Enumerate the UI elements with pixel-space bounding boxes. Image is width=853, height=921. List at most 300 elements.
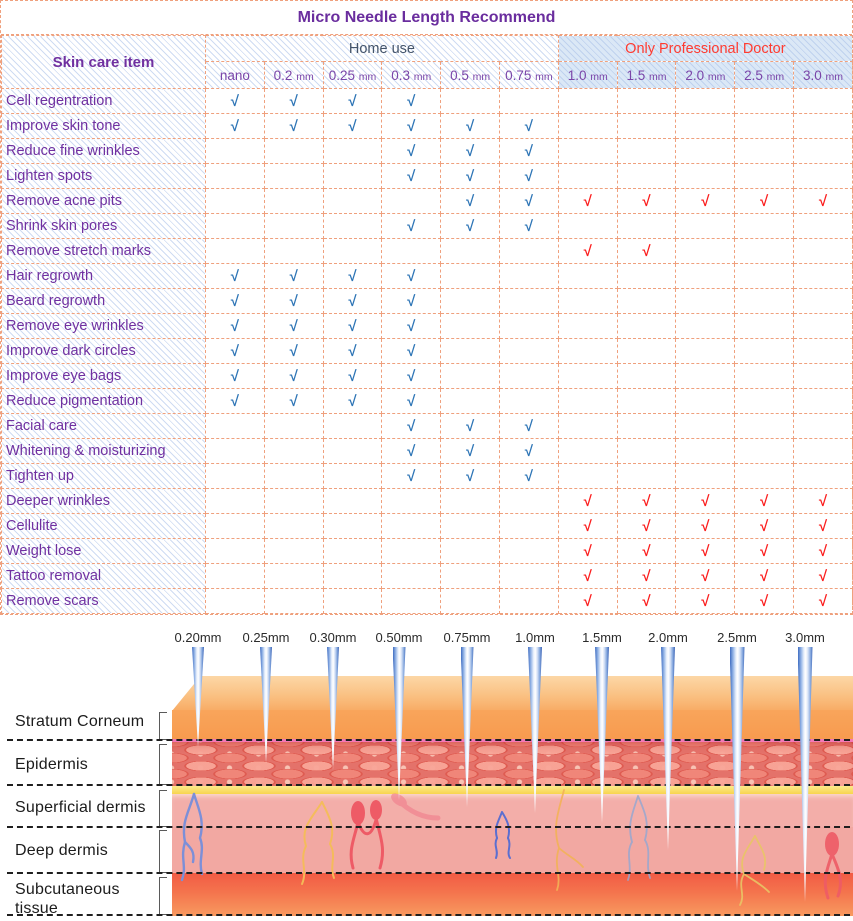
empty-cell [617, 414, 676, 439]
checkmark-cell: √ [617, 239, 676, 264]
empty-cell [323, 564, 382, 589]
checkmark-cell: √ [499, 464, 558, 489]
empty-cell [323, 414, 382, 439]
checkmark-cell: √ [323, 114, 382, 139]
checkmark-cell: √ [382, 439, 441, 464]
checkmark-cell: √ [264, 364, 323, 389]
column-header-0-3: 0.3 mm [382, 62, 441, 89]
empty-cell [382, 239, 441, 264]
empty-cell [676, 339, 735, 364]
empty-cell [499, 564, 558, 589]
empty-cell [206, 164, 265, 189]
empty-cell [499, 539, 558, 564]
checkmark-cell: √ [676, 539, 735, 564]
empty-cell [735, 389, 794, 414]
empty-cell [323, 514, 382, 539]
empty-cell [794, 239, 853, 264]
checkmark-cell: √ [441, 214, 500, 239]
empty-cell [499, 239, 558, 264]
checkmark-cell: √ [794, 514, 853, 539]
skin-care-item-label: Reduce pigmentation [2, 389, 206, 414]
needle-length-label: 0.75mm [443, 630, 491, 645]
checkmark-cell: √ [794, 189, 853, 214]
checkmark-cell: √ [441, 414, 500, 439]
table-row [2, 314, 853, 339]
empty-cell [794, 314, 853, 339]
skin-care-item-label: Cellulite [2, 514, 206, 539]
table-row [2, 239, 853, 264]
empty-cell [676, 439, 735, 464]
checkmark-cell: √ [323, 289, 382, 314]
empty-cell [735, 214, 794, 239]
skin-care-item-label: Deeper wrinkles [2, 489, 206, 514]
layer-label-superficial-dermis: Superficial dermis [15, 799, 146, 816]
empty-cell [558, 214, 617, 239]
skin-care-item-label: Reduce fine wrinkles [2, 139, 206, 164]
column-header-0-75: 0.75 mm [499, 62, 558, 89]
empty-cell [676, 364, 735, 389]
checkmark-cell: √ [206, 89, 265, 114]
empty-cell [382, 514, 441, 539]
skin-care-item-label: Beard regrowth [2, 289, 206, 314]
layer-label-deep-dermis: Deep dermis [15, 842, 108, 859]
checkmark-cell: √ [206, 314, 265, 339]
empty-cell [794, 364, 853, 389]
empty-cell [323, 164, 382, 189]
empty-cell [794, 464, 853, 489]
empty-cell [735, 264, 794, 289]
empty-cell [206, 439, 265, 464]
empty-cell [441, 314, 500, 339]
empty-cell [735, 164, 794, 189]
empty-cell [617, 264, 676, 289]
empty-cell [794, 389, 853, 414]
empty-cell [206, 239, 265, 264]
empty-cell [441, 289, 500, 314]
empty-cell [264, 439, 323, 464]
empty-cell [499, 264, 558, 289]
checkmark-cell: √ [323, 389, 382, 414]
empty-cell [676, 414, 735, 439]
empty-cell [206, 564, 265, 589]
empty-cell [617, 314, 676, 339]
checkmark-cell: √ [382, 164, 441, 189]
empty-cell [323, 539, 382, 564]
needle-length-label: 0.30mm [309, 630, 357, 645]
empty-cell [558, 389, 617, 414]
empty-cell [794, 139, 853, 164]
table-row [2, 414, 853, 439]
checkmark-cell: √ [264, 389, 323, 414]
empty-cell [794, 114, 853, 139]
empty-cell [676, 139, 735, 164]
table-row [2, 589, 853, 614]
checkmark-cell: √ [676, 189, 735, 214]
needle-length-label: 1.0mm [515, 630, 555, 645]
empty-cell [735, 89, 794, 114]
skin-block-top-face [172, 676, 853, 711]
empty-cell [206, 189, 265, 214]
checkmark-cell: √ [499, 189, 558, 214]
checkmark-cell: √ [794, 589, 853, 614]
empty-cell [441, 564, 500, 589]
table-row [2, 439, 853, 464]
empty-cell [499, 589, 558, 614]
checkmark-cell: √ [676, 564, 735, 589]
table-row [2, 214, 853, 239]
layer-boundary-line [7, 872, 850, 874]
skin-care-item-label: Hair regrowth [2, 264, 206, 289]
checkmark-cell: √ [441, 114, 500, 139]
empty-cell [499, 89, 558, 114]
checkmark-cell: √ [499, 214, 558, 239]
column-header-0-25: 0.25 mm [323, 62, 382, 89]
empty-cell [264, 489, 323, 514]
needle-length-label: 2.5mm [717, 630, 757, 645]
checkmark-cell: √ [264, 264, 323, 289]
empty-cell [676, 214, 735, 239]
red-streak-vessel [389, 791, 438, 818]
epidermis-layer [172, 741, 853, 786]
table-row [2, 289, 853, 314]
checkmark-cell: √ [735, 589, 794, 614]
checkmark-cell: √ [206, 339, 265, 364]
empty-cell [735, 239, 794, 264]
needle-length-table [1, 35, 853, 614]
empty-cell [323, 489, 382, 514]
column-header-0-2: 0.2 mm [264, 62, 323, 89]
checkmark-cell: √ [676, 589, 735, 614]
skin-care-item-header: Skin care item [2, 36, 206, 89]
empty-cell [441, 539, 500, 564]
empty-cell [206, 589, 265, 614]
empty-cell [735, 439, 794, 464]
checkmark-cell: √ [382, 214, 441, 239]
skin-care-item-label: Remove scars [2, 589, 206, 614]
empty-cell [617, 389, 676, 414]
empty-cell [382, 564, 441, 589]
empty-cell [676, 264, 735, 289]
checkmark-cell: √ [558, 539, 617, 564]
empty-cell [499, 489, 558, 514]
empty-cell [323, 214, 382, 239]
empty-cell [676, 89, 735, 114]
empty-cell [558, 364, 617, 389]
empty-cell [323, 464, 382, 489]
checkmark-cell: √ [382, 139, 441, 164]
checkmark-cell: √ [558, 514, 617, 539]
needle-length-label: 0.25mm [242, 630, 290, 645]
column-header-2-5: 2.5 mm [735, 62, 794, 89]
checkmark-cell: √ [441, 189, 500, 214]
small-blue-vessel [496, 812, 510, 858]
layer-boundary-line [7, 826, 850, 828]
empty-cell [617, 439, 676, 464]
checkmark-cell: √ [264, 89, 323, 114]
checkmark-cell: √ [558, 189, 617, 214]
empty-cell [558, 264, 617, 289]
empty-cell [441, 264, 500, 289]
empty-cell [382, 189, 441, 214]
empty-cell [735, 114, 794, 139]
checkmark-cell: √ [382, 114, 441, 139]
layer-boundary-line [7, 739, 850, 741]
empty-cell [735, 314, 794, 339]
layer-bracket [159, 712, 167, 740]
empty-cell [794, 164, 853, 189]
checkmark-cell: √ [499, 114, 558, 139]
checkmark-cell: √ [735, 539, 794, 564]
empty-cell [441, 489, 500, 514]
empty-cell [794, 264, 853, 289]
checkmark-cell: √ [206, 289, 265, 314]
empty-cell [499, 314, 558, 339]
checkmark-cell: √ [382, 364, 441, 389]
checkmark-cell: √ [441, 139, 500, 164]
skin-care-item-label: Shrink skin pores [2, 214, 206, 239]
empty-cell [206, 539, 265, 564]
checkmark-cell: √ [735, 564, 794, 589]
empty-cell [499, 389, 558, 414]
checkmark-cell: √ [617, 539, 676, 564]
empty-cell [264, 539, 323, 564]
checkmark-cell: √ [441, 439, 500, 464]
empty-cell [558, 314, 617, 339]
empty-cell [206, 139, 265, 164]
table-row [2, 539, 853, 564]
empty-cell [441, 89, 500, 114]
empty-cell [264, 564, 323, 589]
column-header-1-0: 1.0 mm [558, 62, 617, 89]
professional-doctor-group-header: Only Professional Doctor [558, 36, 852, 62]
empty-cell [676, 314, 735, 339]
empty-cell [617, 339, 676, 364]
empty-cell [264, 164, 323, 189]
checkmark-cell: √ [735, 514, 794, 539]
skin-care-item-label: Remove eye wrinkles [2, 314, 206, 339]
table-row [2, 139, 853, 164]
lower-yellow-vessel [740, 836, 769, 905]
checkmark-cell: √ [676, 514, 735, 539]
checkmark-cell: √ [206, 114, 265, 139]
table-row [2, 564, 853, 589]
skin-care-item-label: Improve skin tone [2, 114, 206, 139]
checkmark-cell: √ [558, 589, 617, 614]
empty-cell [676, 239, 735, 264]
stratum-corneum-layer [172, 710, 853, 741]
table-row [2, 189, 853, 214]
empty-cell [206, 414, 265, 439]
column-header-2-0: 2.0 mm [676, 62, 735, 89]
checkmark-cell: √ [441, 164, 500, 189]
page-title: Micro Needle Length Recommend [1, 1, 852, 35]
checkmark-cell: √ [735, 489, 794, 514]
empty-cell [323, 189, 382, 214]
skin-care-item-label: Tattoo removal [2, 564, 206, 589]
blood-vessels-illustration [172, 788, 853, 916]
skin-care-item-label: Cell regentration [2, 89, 206, 114]
checkmark-cell: √ [323, 89, 382, 114]
empty-cell [264, 464, 323, 489]
empty-cell [617, 114, 676, 139]
empty-cell [323, 589, 382, 614]
empty-cell [323, 139, 382, 164]
empty-cell [617, 214, 676, 239]
checkmark-cell: √ [264, 114, 323, 139]
checkmark-cell: √ [617, 589, 676, 614]
checkmark-cell: √ [206, 264, 265, 289]
table-row [2, 389, 853, 414]
empty-cell [558, 164, 617, 189]
checkmark-cell: √ [264, 314, 323, 339]
empty-cell [382, 489, 441, 514]
layer-boundary-line [7, 784, 850, 786]
empty-cell [441, 389, 500, 414]
checkmark-cell: √ [441, 464, 500, 489]
table-row [2, 364, 853, 389]
checkmark-cell: √ [264, 289, 323, 314]
layer-label-stratum-corneum: Stratum Corneum [15, 713, 145, 730]
home-use-group-header: Home use [206, 36, 559, 62]
empty-cell [206, 464, 265, 489]
checkmark-cell: √ [323, 364, 382, 389]
empty-cell [499, 364, 558, 389]
empty-cell [794, 289, 853, 314]
empty-cell [382, 539, 441, 564]
empty-cell [558, 289, 617, 314]
empty-cell [558, 89, 617, 114]
layer-bracket [159, 744, 167, 785]
skin-care-item-label: Facial care [2, 414, 206, 439]
empty-cell [382, 589, 441, 614]
empty-cell [617, 89, 676, 114]
empty-cell [558, 339, 617, 364]
needle-length-label: 0.20mm [174, 630, 222, 645]
thin-yellow-vessel [556, 790, 583, 890]
needle-length-label: 2.0mm [648, 630, 688, 645]
blue-vessel [182, 794, 202, 880]
checkmark-cell: √ [499, 139, 558, 164]
column-header-3-0: 3.0 mm [794, 62, 853, 89]
right-red-vessel [825, 832, 840, 898]
checkmark-cell: √ [323, 339, 382, 364]
checkmark-cell: √ [617, 514, 676, 539]
empty-cell [558, 464, 617, 489]
empty-cell [794, 414, 853, 439]
empty-cell [323, 439, 382, 464]
checkmark-cell: √ [558, 489, 617, 514]
empty-cell [735, 289, 794, 314]
empty-cell [676, 464, 735, 489]
table-row [2, 489, 853, 514]
table-row [2, 89, 853, 114]
checkmark-cell: √ [206, 389, 265, 414]
checkmark-cell: √ [558, 564, 617, 589]
empty-cell [617, 139, 676, 164]
empty-cell [676, 164, 735, 189]
layer-label-epidermis: Epidermis [15, 756, 88, 773]
checkmark-cell: √ [382, 339, 441, 364]
empty-cell [441, 589, 500, 614]
empty-cell [558, 414, 617, 439]
table-row [2, 264, 853, 289]
empty-cell [676, 289, 735, 314]
checkmark-cell: √ [323, 314, 382, 339]
table-row [2, 114, 853, 139]
empty-cell [558, 114, 617, 139]
skin-care-item-label: Improve eye bags [2, 364, 206, 389]
checkmark-cell: √ [794, 489, 853, 514]
red-capillary [351, 800, 383, 868]
empty-cell [499, 289, 558, 314]
empty-cell [735, 339, 794, 364]
empty-cell [617, 464, 676, 489]
empty-cell [206, 214, 265, 239]
checkmark-cell: √ [735, 189, 794, 214]
checkmark-cell: √ [323, 264, 382, 289]
faint-blue-vessel [628, 796, 650, 880]
column-header-nano: nano [206, 62, 265, 89]
checkmark-cell: √ [794, 539, 853, 564]
empty-cell [676, 114, 735, 139]
empty-cell [264, 139, 323, 164]
checkmark-cell: √ [499, 164, 558, 189]
skin-care-item-label: Whitening & moisturizing [2, 439, 206, 464]
skin-care-item-label: Remove stretch marks [2, 239, 206, 264]
skin-care-item-label: Remove acne pits [2, 189, 206, 214]
checkmark-cell: √ [382, 289, 441, 314]
empty-cell [558, 439, 617, 464]
column-header-0-5: 0.5 mm [441, 62, 500, 89]
checkmark-cell: √ [558, 239, 617, 264]
table-row [2, 514, 853, 539]
checkmark-cell: √ [794, 564, 853, 589]
empty-cell [735, 464, 794, 489]
empty-cell [206, 489, 265, 514]
empty-cell [264, 239, 323, 264]
empty-cell [264, 589, 323, 614]
checkmark-cell: √ [382, 314, 441, 339]
empty-cell [735, 414, 794, 439]
layer-bracket [159, 830, 167, 873]
empty-cell [323, 239, 382, 264]
table-row [2, 339, 853, 364]
checkmark-cell: √ [499, 414, 558, 439]
checkmark-cell: √ [617, 564, 676, 589]
empty-cell [206, 514, 265, 539]
checkmark-cell: √ [382, 464, 441, 489]
empty-cell [794, 339, 853, 364]
layer-bracket [159, 790, 167, 827]
empty-cell [441, 339, 500, 364]
checkmark-cell: √ [382, 264, 441, 289]
empty-cell [735, 139, 794, 164]
needle-length-label: 1.5mm [582, 630, 622, 645]
table-row [2, 464, 853, 489]
empty-cell [794, 89, 853, 114]
empty-cell [794, 439, 853, 464]
skin-care-item-label: Improve dark circles [2, 339, 206, 364]
empty-cell [264, 514, 323, 539]
checkmark-cell: √ [617, 189, 676, 214]
checkmark-cell: √ [676, 489, 735, 514]
empty-cell [441, 514, 500, 539]
layer-label-subcutaneous-tissue: Subcutaneous tissue [15, 881, 120, 917]
skin-care-item-label: Tighten up [2, 464, 206, 489]
checkmark-cell: √ [382, 89, 441, 114]
checkmark-cell: √ [264, 339, 323, 364]
skin-care-item-label: Lighten spots [2, 164, 206, 189]
